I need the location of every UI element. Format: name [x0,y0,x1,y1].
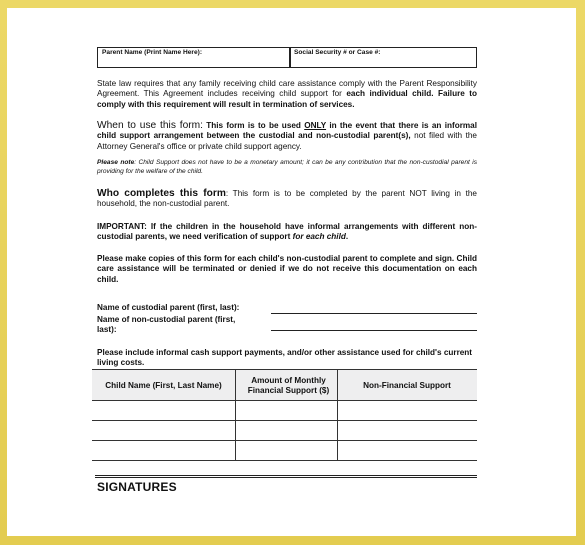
header-monthly-support: Amount of Monthly Financial Support ($) [247,376,330,395]
noncustodial-label: Name of non-custodial parent (first, last): [97,315,236,335]
who-paragraph: Who completes this form: This form is to be completed by the parent NOT living in the household, the non-custodial parent. [97,188,477,209]
table-cell[interactable] [236,401,337,420]
include-note: Please include informal cash support payments, and/or other assistance used for child's current living costs. [97,348,473,368]
parent-name-label: Parent Name (Print Name Here): [102,49,203,56]
signatures-rule [95,475,477,476]
header-non-financial: Non-Financial Support [363,381,451,390]
document-page [7,8,576,536]
when-paragraph: When to use this form: This form is to be used ONLY in the event that there is an informal child support arrangement between the custodial and non-custodial parent(s), not filed with the Attorney General's office or private child support agency. [97,120,477,151]
custodial-input-line[interactable] [271,313,477,314]
header-child-name: Child Name (First, Last Name) [105,381,222,390]
custodial-label: Name of custodial parent (first, last): [97,303,240,312]
parent-name-field[interactable] [97,47,291,68]
table-row-line [92,420,477,421]
when-heading: When to use this form [97,120,201,131]
table-cell[interactable] [92,401,235,420]
signatures-heading: SIGNATURES [97,480,177,494]
important-paragraph: IMPORTANT: If the children in the household have informal arrangements with different non-custodial parents, we need verification of support for each child. [97,222,477,242]
ssn-label: Social Security # or Case #: [294,49,381,56]
note-paragraph: Please note: Child Support does not have to be a monetary amount; it can be any contribution that the non-custodial parent is providing for the welfare of the child. [97,159,477,175]
noncustodial-input-line[interactable] [271,330,477,331]
intro-paragraph: State law requires that any family receiving child care assistance comply with the Parent Responsibility Agreement. This Agreement includes receiving child support for each individual child. Failure to comply with this requirement will result in termination of services. [97,79,477,109]
copies-paragraph: Please make copies of this form for each child's non-custodial parent to complete and sign. Child care assistance will be terminated or denied if we do not receive this documentation on each child. [97,254,477,284]
ssn-field[interactable] [289,47,477,68]
who-heading: Who completes this form [97,188,226,199]
table-cell[interactable] [338,401,477,420]
signatures-rule [95,477,477,478]
table-row-line [92,440,477,441]
table-header-row [92,369,477,401]
table-row-line [92,460,477,461]
